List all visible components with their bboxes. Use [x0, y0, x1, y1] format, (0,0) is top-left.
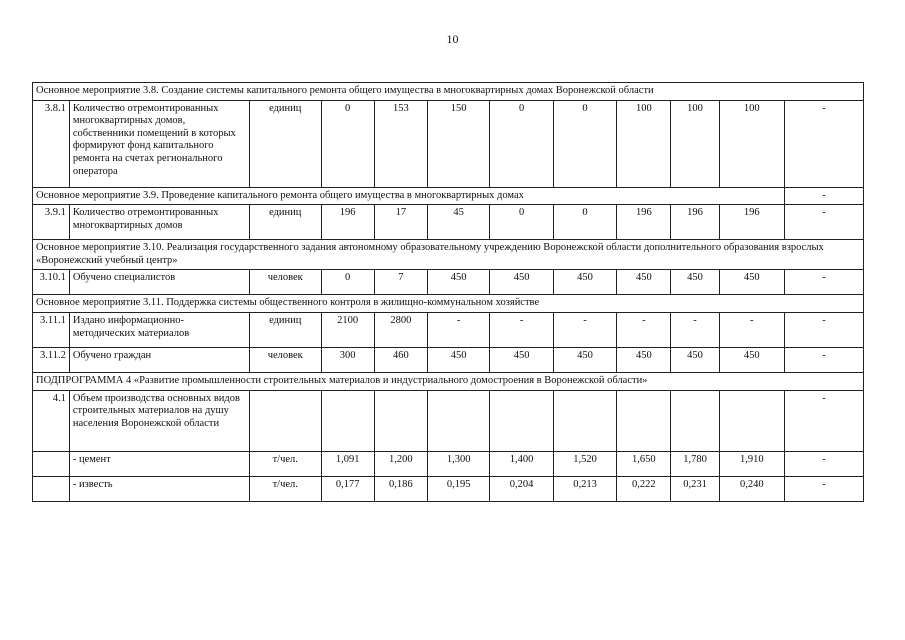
value-cell: -	[427, 312, 489, 347]
indicator-row	[33, 451, 864, 476]
page-number: 10	[446, 32, 459, 46]
value-cell	[374, 390, 427, 451]
value-cell: 196	[617, 205, 671, 240]
value-cell: 1,780	[671, 451, 719, 476]
value-cell	[617, 390, 671, 451]
value-cell: 450	[427, 270, 489, 295]
indicator-name: Обучено специалистов	[69, 270, 249, 295]
row-index	[33, 451, 70, 476]
value-cell: 7	[374, 270, 427, 295]
row-index: 3.9.1	[33, 205, 70, 240]
value-cell: -	[719, 312, 784, 347]
value-cell	[553, 390, 616, 451]
value-cell: 196	[671, 205, 719, 240]
value-cell	[490, 390, 553, 451]
indicator-row	[33, 100, 864, 187]
indicator-row	[33, 270, 864, 295]
section-title: Основное мероприятие 3.9. Проведение капитального ремонта общего имущества в многоквартирных домах	[33, 187, 785, 205]
unit-cell: единиц	[249, 312, 321, 347]
note-cell: -	[785, 205, 864, 240]
value-cell: 153	[374, 100, 427, 187]
value-cell: 1,910	[719, 451, 784, 476]
row-index: 3.11.1	[33, 312, 70, 347]
value-cell: -	[490, 312, 553, 347]
indicator-row	[33, 312, 864, 347]
value-cell: 450	[719, 270, 784, 295]
indicator-name: Обучено граждан	[69, 347, 249, 372]
value-cell: 0,213	[553, 476, 616, 501]
value-cell: 2100	[321, 312, 374, 347]
indicator-name: Объем производства основных видов строительных материалов на душу населения Воронежской области	[69, 390, 249, 451]
value-cell: 0	[321, 100, 374, 187]
value-cell: -	[553, 312, 616, 347]
indicator-row	[33, 476, 864, 501]
value-cell: 450	[719, 347, 784, 372]
value-cell: 100	[671, 100, 719, 187]
value-cell: 196	[719, 205, 784, 240]
value-cell: 450	[671, 347, 719, 372]
value-cell: 0,222	[617, 476, 671, 501]
value-cell: 0	[321, 270, 374, 295]
value-cell: 450	[553, 270, 616, 295]
note-cell: -	[785, 390, 864, 451]
value-cell: 0,231	[671, 476, 719, 501]
section-note: -	[785, 187, 864, 205]
unit-cell: т/чел.	[249, 451, 321, 476]
unit-cell: единиц	[249, 205, 321, 240]
value-cell: 1,650	[617, 451, 671, 476]
value-cell: 0	[553, 205, 616, 240]
note-cell: -	[785, 347, 864, 372]
value-cell: 1,300	[427, 451, 489, 476]
indicator-row	[33, 390, 864, 451]
value-cell	[427, 390, 489, 451]
section-title: Основное мероприятие 3.11. Поддержка системы общественного контроля в жилищно-коммунальном хозяйстве	[33, 295, 864, 313]
value-cell: 0	[553, 100, 616, 187]
indicator-name: - известь	[69, 476, 249, 501]
section-header-row	[33, 187, 864, 205]
value-cell: 0	[490, 100, 553, 187]
value-cell: 450	[490, 347, 553, 372]
value-cell	[719, 390, 784, 451]
value-cell: 1,520	[553, 451, 616, 476]
value-cell: 0,240	[719, 476, 784, 501]
value-cell: 450	[427, 347, 489, 372]
indicator-name: Количество отремонтированных многоквартирных домов	[69, 205, 249, 240]
value-cell: 450	[617, 270, 671, 295]
section-header-row	[33, 295, 864, 313]
value-cell	[671, 390, 719, 451]
value-cell: 450	[671, 270, 719, 295]
value-cell: 45	[427, 205, 489, 240]
section-title: Основное мероприятие 3.10. Реализация государственного задания автономному образовательному учреждению Воронежской области дополнительного образования взрослых «Воронежский учебный центр»	[33, 240, 864, 270]
value-cell: 17	[374, 205, 427, 240]
value-cell: 100	[617, 100, 671, 187]
section-title: ПОДПРОГРАММА 4 «Развитие промышленности строительных материалов и индустриального домостроения в Воронежской области»	[33, 372, 864, 390]
indicator-row	[33, 205, 864, 240]
row-index: 3.10.1	[33, 270, 70, 295]
unit-cell: т/чел.	[249, 476, 321, 501]
section-header-row	[33, 240, 864, 270]
row-index: 3.8.1	[33, 100, 70, 187]
value-cell: 0,186	[374, 476, 427, 501]
indicator-name: - цемент	[69, 451, 249, 476]
value-cell: 0,195	[427, 476, 489, 501]
note-cell: -	[785, 312, 864, 347]
value-cell: 300	[321, 347, 374, 372]
value-cell: 450	[490, 270, 553, 295]
row-index	[33, 476, 70, 501]
value-cell: 1,400	[490, 451, 553, 476]
note-cell: -	[785, 451, 864, 476]
row-index: 3.11.2	[33, 347, 70, 372]
value-cell: 150	[427, 100, 489, 187]
value-cell: 1,200	[374, 451, 427, 476]
indicators-table	[32, 82, 864, 502]
value-cell: -	[671, 312, 719, 347]
section-header-row	[33, 372, 864, 390]
value-cell: 2800	[374, 312, 427, 347]
note-cell: -	[785, 100, 864, 187]
unit-cell	[249, 390, 321, 451]
value-cell	[321, 390, 374, 451]
value-cell: 0,177	[321, 476, 374, 501]
value-cell: 460	[374, 347, 427, 372]
value-cell: 100	[719, 100, 784, 187]
section-header-row	[33, 83, 864, 101]
value-cell: 196	[321, 205, 374, 240]
indicator-name: Количество отремонтированных многоквартирных домов, собственники помещений в которых формируют фонд капитального ремонта на счетах регионального оператора	[69, 100, 249, 187]
section-title: Основное мероприятие 3.8. Создание системы капитального ремонта общего имущества в многоквартирных домах Воронежской области	[33, 83, 864, 101]
value-cell: 0	[490, 205, 553, 240]
unit-cell: единиц	[249, 100, 321, 187]
indicator-name: Издано информационно-методических материалов	[69, 312, 249, 347]
value-cell: 450	[553, 347, 616, 372]
note-cell: -	[785, 270, 864, 295]
value-cell: 450	[617, 347, 671, 372]
value-cell: 1,091	[321, 451, 374, 476]
value-cell: 0,204	[490, 476, 553, 501]
row-index: 4.1	[33, 390, 70, 451]
unit-cell: человек	[249, 347, 321, 372]
indicator-row	[33, 347, 864, 372]
unit-cell: человек	[249, 270, 321, 295]
note-cell: -	[785, 476, 864, 501]
value-cell: -	[617, 312, 671, 347]
